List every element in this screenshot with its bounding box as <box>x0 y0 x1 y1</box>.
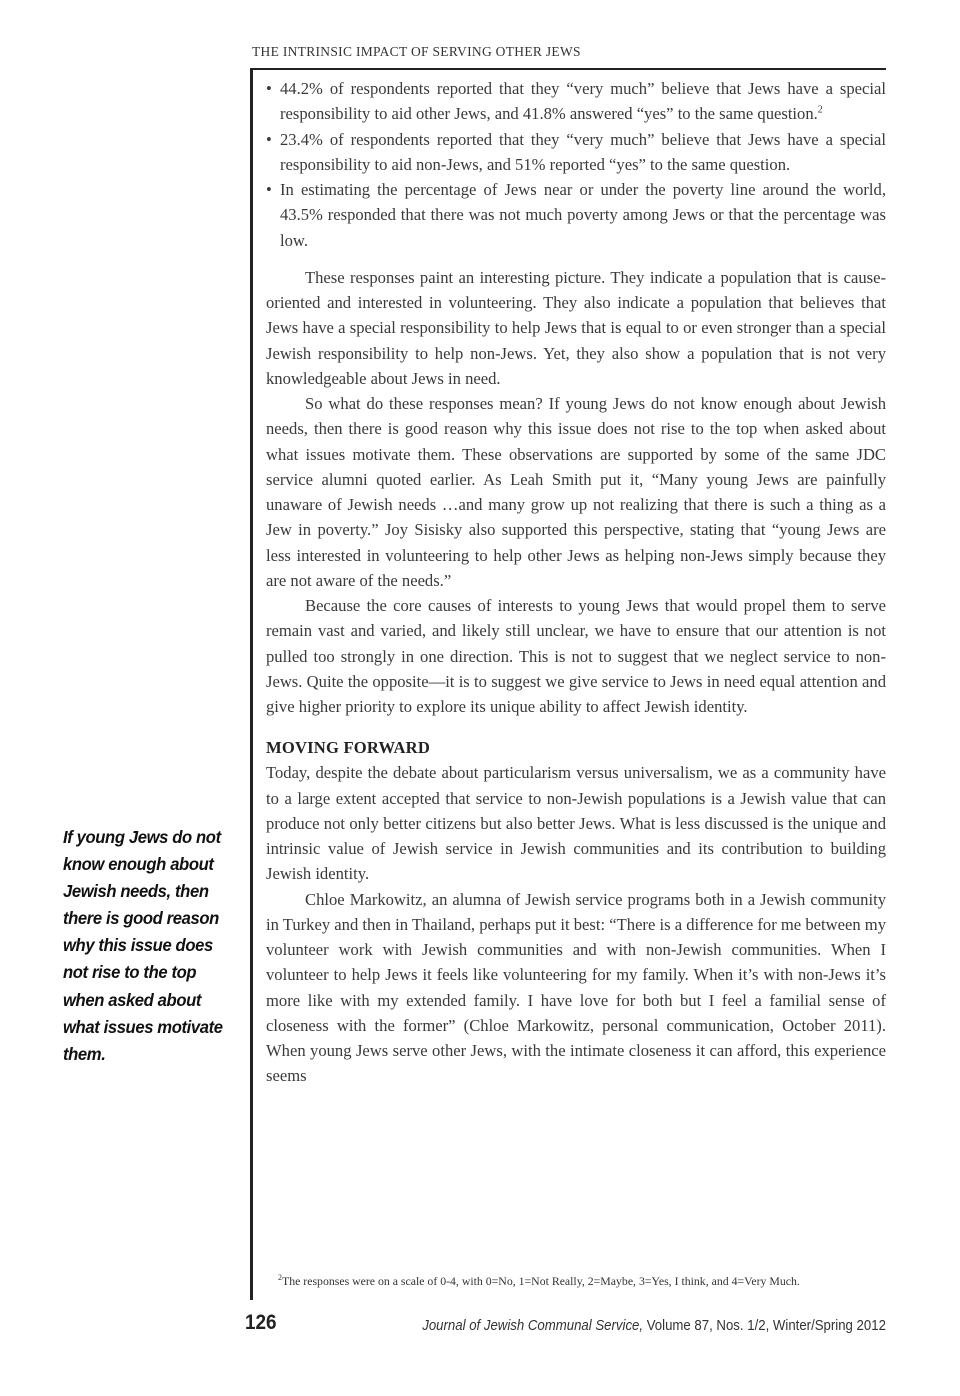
bullet-list <box>266 76 886 253</box>
header-rule <box>252 68 886 70</box>
body-paragraph: So what do these responses mean? If young Jews do not know enough about Jewish needs, then there is good reason why this issue does not rise to the top when asked about what issues motivate them. These observations are supported by some of the same JDC service alumni quoted earlier. As Leah Smith put it, “Many young Jews are painfully unaware of Jewish needs …and many grow up not realizing that there is such a thing as a Jew in poverty.” Joy Sisisky also supported this perspective, stating that “young Jews are less interested in volunteering to help other Jews as helping non-Jews simply because they are not aware of the needs.” <box>266 394 886 590</box>
footnote-marker: 2 <box>278 1273 282 1283</box>
bullet-text: 44.2% of respondents reported that they “very much” believe that Jews have a special responsibility to aid other Jews, and 41.8% answered “yes” to the same question. <box>280 79 886 124</box>
journal-name: Journal of Jewish Communal Service, <box>422 1317 644 1334</box>
body-paragraph: Chloe Markowitz, an alumna of Jewish service programs both in a Jewish community in Turkey and then in Thailand, perhaps put it best: “There is a difference for me between my volunteer work with Jewish communities and with non-Jewish communities. When I volunteer to help Jews it feels like volunteering for my family. When it’s with non-Jews it’s more like with my extended family. I have love for both but I feel a familial sense of closeness with the former” (Chloe Markowitz, personal communication, October 2011). When young Jews serve other Jews, with the intimate closeness it can afford, this experience seems <box>266 889 886 1086</box>
bullet-icon: • <box>266 79 272 98</box>
column-rule <box>250 68 253 1300</box>
running-head: THE INTRINSIC IMPACT OF SERVING OTHER JEWS <box>252 44 581 59</box>
body-paragraph: Today, despite the debate about particularism versus universalism, we as a community have to a large extent accepted that service to non-Jewish populations is a Jewish value that can produce not only better citizens but also better Jews. What is less discussed is the unique and intrinsic value of Jewish service in Jewish communities and its contribution to building Jewish identity. <box>266 763 886 884</box>
bullet-icon: • <box>266 180 272 199</box>
bullet-icon: • <box>266 129 272 149</box>
section-heading: MOVING FORWARD <box>266 738 430 758</box>
list-item <box>266 127 886 178</box>
list-item <box>266 177 886 253</box>
journal-footer <box>422 1317 886 1334</box>
pull-quote: If young Jews do not know enough about Jewish needs, then there is good reason why this issue does not rise to the top when asked about what issues motivate them. <box>63 827 223 1064</box>
bullet-text: In estimating the percentage of Jews near or under the poverty line around the world, 43.5% responded that there was not much poverty among Jews or that the percentage was low. <box>280 180 886 250</box>
body-paragraph: These responses paint an interesting picture. They indicate a population that is cause-oriented and interested in volunteering. They also indicate a population that believes that Jews have a special responsibility to help Jews that is equal to or even stronger than a special Jewish responsibility to help non-Jews. Yet, they also show a population that is not very knowledgeable about Jews in need. <box>266 267 886 388</box>
bullet-text: 23.4% of respondents reported that they “very much” believe that Jews have a special responsibility to aid non-Jews, and 51% reported “yes” to the same question. <box>280 129 886 174</box>
main-column <box>266 76 886 1089</box>
footnote-reference[interactable]: 2 <box>817 104 823 116</box>
footnote-text: The responses were on a scale of 0-4, with 0=No, 1=Not Really, 2=Maybe, 3=Yes, I think, and 4=Very Much. <box>282 1274 800 1288</box>
body-paragraph: Because the core causes of interests to young Jews that would propel them to serve remain vast and varied, and likely still unclear, we have to ensure that our attention is not pulled too strongly in one direction. This is not to suggest that we neglect service to non-Jews. Quite the opposite—it is to suggest we give service to Jews in need equal attention and give higher priority to explore its unique ability to affect Jewish identity. <box>266 596 886 716</box>
list-item <box>266 76 886 127</box>
journal-issue: Volume 87, Nos. 1/2, Winter/Spring 2012 <box>643 1317 886 1334</box>
page-number: 126 <box>245 1311 277 1334</box>
footnote <box>278 1274 898 1289</box>
